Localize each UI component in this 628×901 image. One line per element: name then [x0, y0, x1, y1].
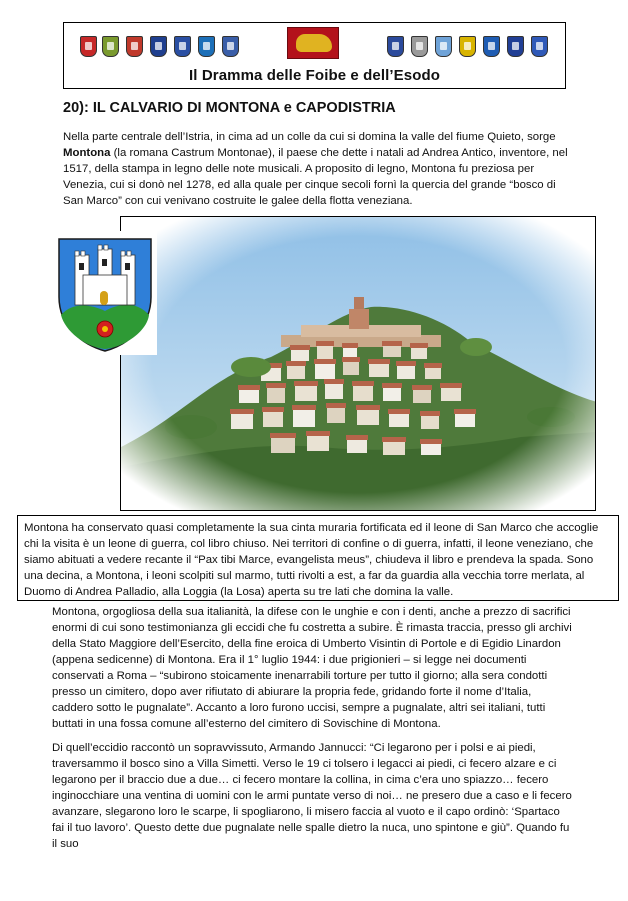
crest-goat-icon	[459, 36, 476, 57]
crest-striped-icon	[435, 36, 452, 57]
crest-red-sword-icon	[80, 36, 97, 57]
crest-white-tower-icon	[411, 36, 428, 57]
crest-castle-icon	[387, 36, 404, 57]
lion-of-saint-mark-icon	[296, 34, 332, 52]
body-paragraph-1: Montona, orgogliosa della sua italianità, la difese con le unghie e con i denti, anche a prezzo di sacrifici enormi di cui sono testimonianza gli eccidi che fu costretta a subire. È rimasta traccia, presso gli archivi della Stato Maggiore dell’Esercito, della fine eroica di Umberto Visintin di Portole e di Egidio Linardon (appena sedicenne) di Montona. Era il 1° luglio 1944: i due prigionieri – si legge nei documenti conservati a Roma – “subirono stoicamente inenarrabili torture per tutto il giorno; alla sera condotti presso un cimitero, dopo aver rifiutato di abiurare la propria fede, gridando forte il nome d’Italia, caddero sotto le pugnalate”. Accanto a loro furono uccisi, sempre a pugnalate, altri sei italiani, tutti buttati in una fossa comune all’esterno del cimitero di Sovischine di Montona.	[52, 606, 572, 730]
header-title: Il Dramma delle Foibe e dell’Esodo	[189, 67, 440, 84]
coat-of-arms-box	[53, 231, 157, 355]
montona-coat-of-arms-icon	[53, 231, 157, 355]
section-title: 20): IL CALVARIO DI MONTONA e CAPODISTRIA	[63, 100, 396, 116]
body-paragraph-2: Di quell’eccidio raccontò un sopravvissuto, Armando Jannucci: “Ci legarono per i polsi e ai piedi, traversammo il bosco sino a Villa Simetti. Verso le 19 ci tolsero i legacci ai piedi, ci fecero alzare e ci legarono per il braccio due a due… ci fecero montare la collina, in cima c’era uno spiazzo… fecero inginocchiare una ventina di uomini con le armi puntate verso di noi… ne presero due a caso e li fecero avanzare, slegarono loro le scarpe, li spogliarono, li misero faccia al vuoto e il capo ordinò: ‘Spartaco fai il tuo lavoro’. Questo dette due pugnalate nelle spalle dietro la nuca, uno spintone e giù”. Quando fu il suo	[52, 742, 572, 850]
crest-dark-blue-icon	[531, 36, 548, 57]
crest-green-gold-icon	[102, 36, 119, 57]
intro-text-part2: (la romana Castrum Montonae), il paese che dette i natali ad Andrea Antico, inventore, nel 1517, della stampa in legno delle note musicali. A proposito di legno, Montona fu preziosa per Venezia, cui si donò nel 1278, ed alla quale per cinque secoli fornì la quercia del grande “bosco di San Marco” con cui venivano costruite le galee della flotta veneziana.	[63, 147, 568, 207]
intro-text-part1: Nella parte centrale dell’Istria, in cima ad un colle da cui si domina la valle del fiume Quieto, sorge	[63, 131, 556, 143]
intro-bold-montona: Montona	[63, 147, 111, 159]
crest-blue-eagle-icon	[150, 36, 167, 57]
intro-paragraph	[63, 129, 569, 209]
town-photo-frame	[120, 216, 596, 511]
venetian-flag-icon	[287, 27, 339, 59]
lion-of-saint-mark-box: Montona ha conservato quasi completamente la sua cinta muraria fortificata ed il leone di San Marco che accoglie chi la visita è un leone di guerra, col libro chiuso. Nei territori di confine o di guerra, infatti, il leone veneziano, che siamo abituati a vedere recante il “Pax tibi Marce, evangelista meus”, chiudeva il libro e prendeva la spada. Sono una decina, a Montona, i leoni scolpiti sul marmo, tutti rivolti a est, a far da guardia alla vecchia torre merlata, al Duomo di Andrea Palladio, alla Loggia (la Losa) aperta su tre lati che domina la valle.	[17, 515, 619, 601]
montona-hilltop-town-photo	[121, 217, 596, 511]
crest-star-icon	[483, 36, 500, 57]
crest-white-goat-icon	[198, 36, 215, 57]
crest-red-cross-icon	[126, 36, 143, 57]
crest-blue-gold-icon	[507, 36, 524, 57]
crest-red-blue-icon	[222, 36, 239, 57]
crest-tower-icon	[174, 36, 191, 57]
header-banner	[63, 22, 566, 89]
